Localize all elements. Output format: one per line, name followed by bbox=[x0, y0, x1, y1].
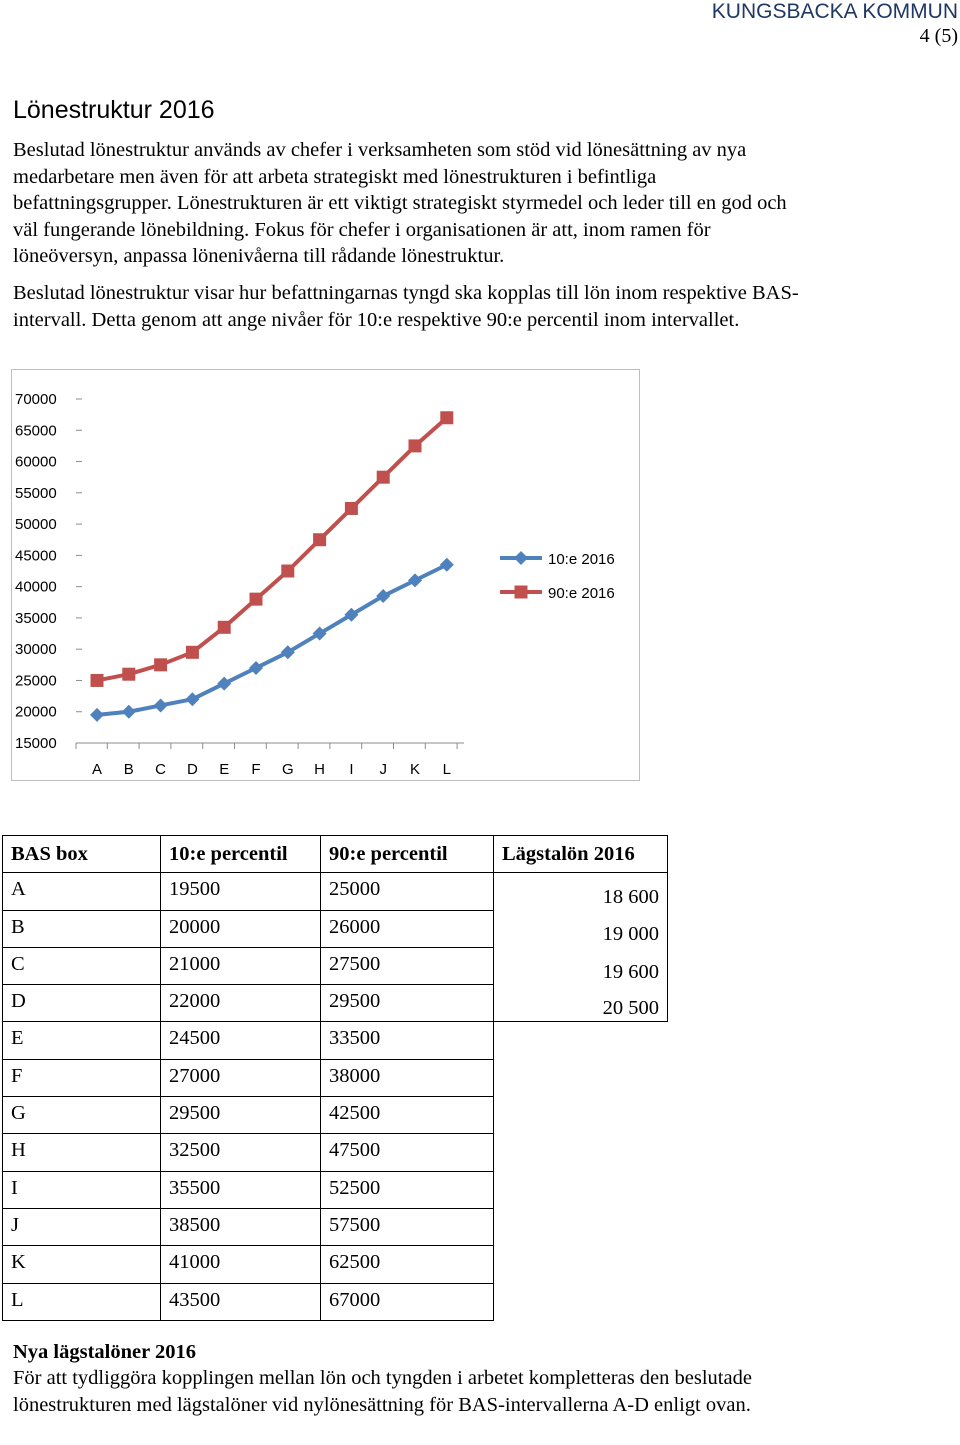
y-tick-label: 55000 bbox=[15, 484, 57, 502]
x-tick-label: H bbox=[314, 761, 326, 778]
ninetieth-percentile-cell: 62500 bbox=[321, 1246, 494, 1283]
data-point bbox=[440, 558, 454, 572]
table-row bbox=[3, 1059, 668, 1096]
header-90th-percentile: 90:e percentil bbox=[321, 836, 494, 873]
tenth-percentile-cell: 38500 bbox=[161, 1208, 321, 1245]
x-tick-label: C bbox=[155, 761, 167, 778]
ninetieth-percentile-cell: 67000 bbox=[321, 1283, 494, 1320]
tenth-percentile-cell: 21000 bbox=[161, 947, 321, 984]
data-point bbox=[217, 677, 231, 691]
data-point bbox=[313, 533, 326, 546]
bas-table bbox=[2, 835, 668, 1321]
y-tick-label: 45000 bbox=[15, 547, 57, 565]
data-point bbox=[249, 661, 263, 675]
y-tick-label: 60000 bbox=[15, 453, 57, 471]
tenth-percentile-cell: 41000 bbox=[161, 1246, 321, 1283]
y-tick-label: 20000 bbox=[15, 703, 57, 721]
ninetieth-percentile-cell: 33500 bbox=[321, 1022, 494, 1059]
header-bas-box: BAS box bbox=[3, 836, 161, 873]
data-point bbox=[186, 646, 199, 659]
data-point bbox=[91, 674, 104, 687]
page-number: 4 (5) bbox=[919, 25, 958, 47]
x-tick-label: I bbox=[349, 761, 354, 778]
tenth-percentile-cell: 35500 bbox=[161, 1171, 321, 1208]
series-line-p90 bbox=[97, 418, 447, 681]
x-tick-label: J bbox=[379, 761, 387, 778]
data-point bbox=[154, 698, 168, 712]
data-point bbox=[90, 708, 104, 722]
ninetieth-percentile-cell: 47500 bbox=[321, 1134, 494, 1171]
data-point bbox=[377, 471, 390, 484]
ninetieth-percentile-cell: 52500 bbox=[321, 1171, 494, 1208]
data-point bbox=[122, 705, 136, 719]
data-point bbox=[250, 593, 263, 606]
table-row bbox=[3, 1246, 668, 1283]
bas-box-cell: K bbox=[3, 1246, 161, 1283]
bas-box-cell: I bbox=[3, 1171, 161, 1208]
y-tick-label: 65000 bbox=[15, 422, 57, 440]
x-tick-label: A bbox=[91, 761, 103, 778]
bas-box-cell: F bbox=[3, 1059, 161, 1096]
tenth-percentile-cell: 20000 bbox=[161, 910, 321, 947]
x-tick-label: E bbox=[219, 761, 230, 778]
section-paragraph: För att tydliggöra kopplingen mellan lön och tyngden i arbetet kompletteras den beslutade lönestrukturen med lägstalöner vid nylönesättning för BAS-intervallerna A-D enligt ovan. bbox=[13, 1367, 752, 1416]
tenth-percentile-cell: 32500 bbox=[161, 1134, 321, 1171]
data-point bbox=[218, 621, 231, 634]
minimum-salary-cell bbox=[494, 1059, 668, 1096]
minimum-salary-cell bbox=[494, 1283, 668, 1320]
bas-box-cell: E bbox=[3, 1022, 161, 1059]
bas-box-cell: A bbox=[3, 873, 161, 910]
minimum-salary-cell: 19 600 bbox=[494, 947, 668, 984]
minimum-salary-cell bbox=[494, 1097, 668, 1134]
minimum-salary-cell bbox=[494, 1171, 668, 1208]
minimum-salary-cell bbox=[494, 1208, 668, 1245]
ninetieth-percentile-cell: 27500 bbox=[321, 947, 494, 984]
table-row bbox=[3, 947, 668, 984]
legend-label: 90:e 2016 bbox=[548, 585, 615, 602]
table-row bbox=[3, 985, 668, 1022]
x-tick-label: K bbox=[409, 761, 421, 778]
data-point bbox=[408, 573, 422, 587]
organization-name: KUNGSBACKA KOMMUN bbox=[711, 0, 958, 23]
tenth-percentile-cell: 22000 bbox=[161, 985, 321, 1022]
ninetieth-percentile-cell: 26000 bbox=[321, 910, 494, 947]
bas-box-cell: D bbox=[3, 985, 161, 1022]
structure-paragraph: Beslutad lönestruktur visar hur befattningarnas tyngd ska kopplas till lön inom respektive BAS-intervall. Detta genom att ange nivåer för 10:e respektive 90:e percentil inom intervallet. bbox=[13, 282, 799, 331]
x-tick-label: D bbox=[186, 761, 198, 778]
intro-paragraph: Beslutad lönestruktur används av chefer i verksamheten som stöd vid lönesättning av nya medarbetare men även för att arbeta strategiskt med lönestrukturen i befintliga befattningsgrupper. Lönestrukturen är ett viktigt strategiskt styrmedel och leder till en god och väl fungerande lönebildning. Fokus för chefer i organisationen är att, inom ramen för löneöversyn, anpassa lönenivåerna till rådande lönestruktur. bbox=[13, 139, 787, 267]
ninetieth-percentile-cell: 25000 bbox=[321, 873, 494, 910]
table-row bbox=[3, 910, 668, 947]
minimum-salary-cell bbox=[494, 1134, 668, 1171]
tenth-percentile-cell: 29500 bbox=[161, 1097, 321, 1134]
y-tick-label: 30000 bbox=[15, 641, 57, 659]
x-tick-label: G bbox=[281, 761, 294, 778]
y-tick-label: 50000 bbox=[15, 516, 57, 534]
ninetieth-percentile-cell: 29500 bbox=[321, 985, 494, 1022]
tenth-percentile-cell: 43500 bbox=[161, 1283, 321, 1320]
data-point bbox=[185, 692, 199, 706]
legend-marker bbox=[514, 551, 528, 565]
table-row bbox=[3, 1097, 668, 1134]
legend-marker bbox=[515, 586, 528, 599]
tenth-percentile-cell: 24500 bbox=[161, 1022, 321, 1059]
data-point bbox=[440, 411, 453, 424]
bas-box-cell: B bbox=[3, 910, 161, 947]
salary-chart bbox=[11, 369, 640, 781]
minimum-salary-cell bbox=[494, 1022, 668, 1059]
y-tick-label: 35000 bbox=[15, 609, 57, 627]
tenth-percentile-cell: 27000 bbox=[161, 1059, 321, 1096]
y-tick-label: 40000 bbox=[15, 578, 57, 596]
minimum-salary-cell bbox=[494, 1246, 668, 1283]
data-point bbox=[409, 439, 422, 452]
data-point bbox=[122, 668, 135, 681]
section-title: Nya lägstalöner 2016 bbox=[13, 1341, 196, 1363]
y-tick-label: 70000 bbox=[15, 391, 57, 408]
table-row bbox=[3, 1022, 668, 1059]
table-row bbox=[3, 873, 668, 910]
table-header-row bbox=[3, 836, 668, 873]
table-row bbox=[3, 1171, 668, 1208]
ninetieth-percentile-cell: 38000 bbox=[321, 1059, 494, 1096]
tenth-percentile-cell: 19500 bbox=[161, 873, 321, 910]
minimum-salary-cell: 18 600 bbox=[494, 873, 668, 910]
header-minimum-salary: Lägstalön 2016 bbox=[494, 836, 668, 873]
minimum-salary-cell: 20 500 bbox=[494, 985, 668, 1022]
x-tick-label: L bbox=[442, 761, 451, 778]
bas-box-cell: H bbox=[3, 1134, 161, 1171]
data-point bbox=[154, 658, 167, 671]
bas-box-cell: G bbox=[3, 1097, 161, 1134]
bas-box-cell: J bbox=[3, 1208, 161, 1245]
ninetieth-percentile-cell: 57500 bbox=[321, 1208, 494, 1245]
data-point bbox=[281, 565, 294, 578]
page-title: Lönestruktur 2016 bbox=[13, 96, 215, 124]
line-chart-canvas bbox=[12, 370, 638, 779]
table-row bbox=[3, 1134, 668, 1171]
bas-box-cell: L bbox=[3, 1283, 161, 1320]
x-tick-label: F bbox=[251, 761, 261, 778]
table-row bbox=[3, 1208, 668, 1245]
header-10th-percentile: 10:e percentil bbox=[161, 836, 321, 873]
ninetieth-percentile-cell: 42500 bbox=[321, 1097, 494, 1134]
bas-box-cell: C bbox=[3, 947, 161, 984]
minimum-salary-cell: 19 000 bbox=[494, 910, 668, 947]
y-tick-label: 15000 bbox=[15, 735, 57, 752]
data-point bbox=[345, 502, 358, 515]
x-tick-label: B bbox=[123, 761, 134, 778]
y-tick-label: 25000 bbox=[15, 672, 57, 690]
table-row bbox=[3, 1283, 668, 1320]
legend-label: 10:e 2016 bbox=[548, 551, 615, 568]
